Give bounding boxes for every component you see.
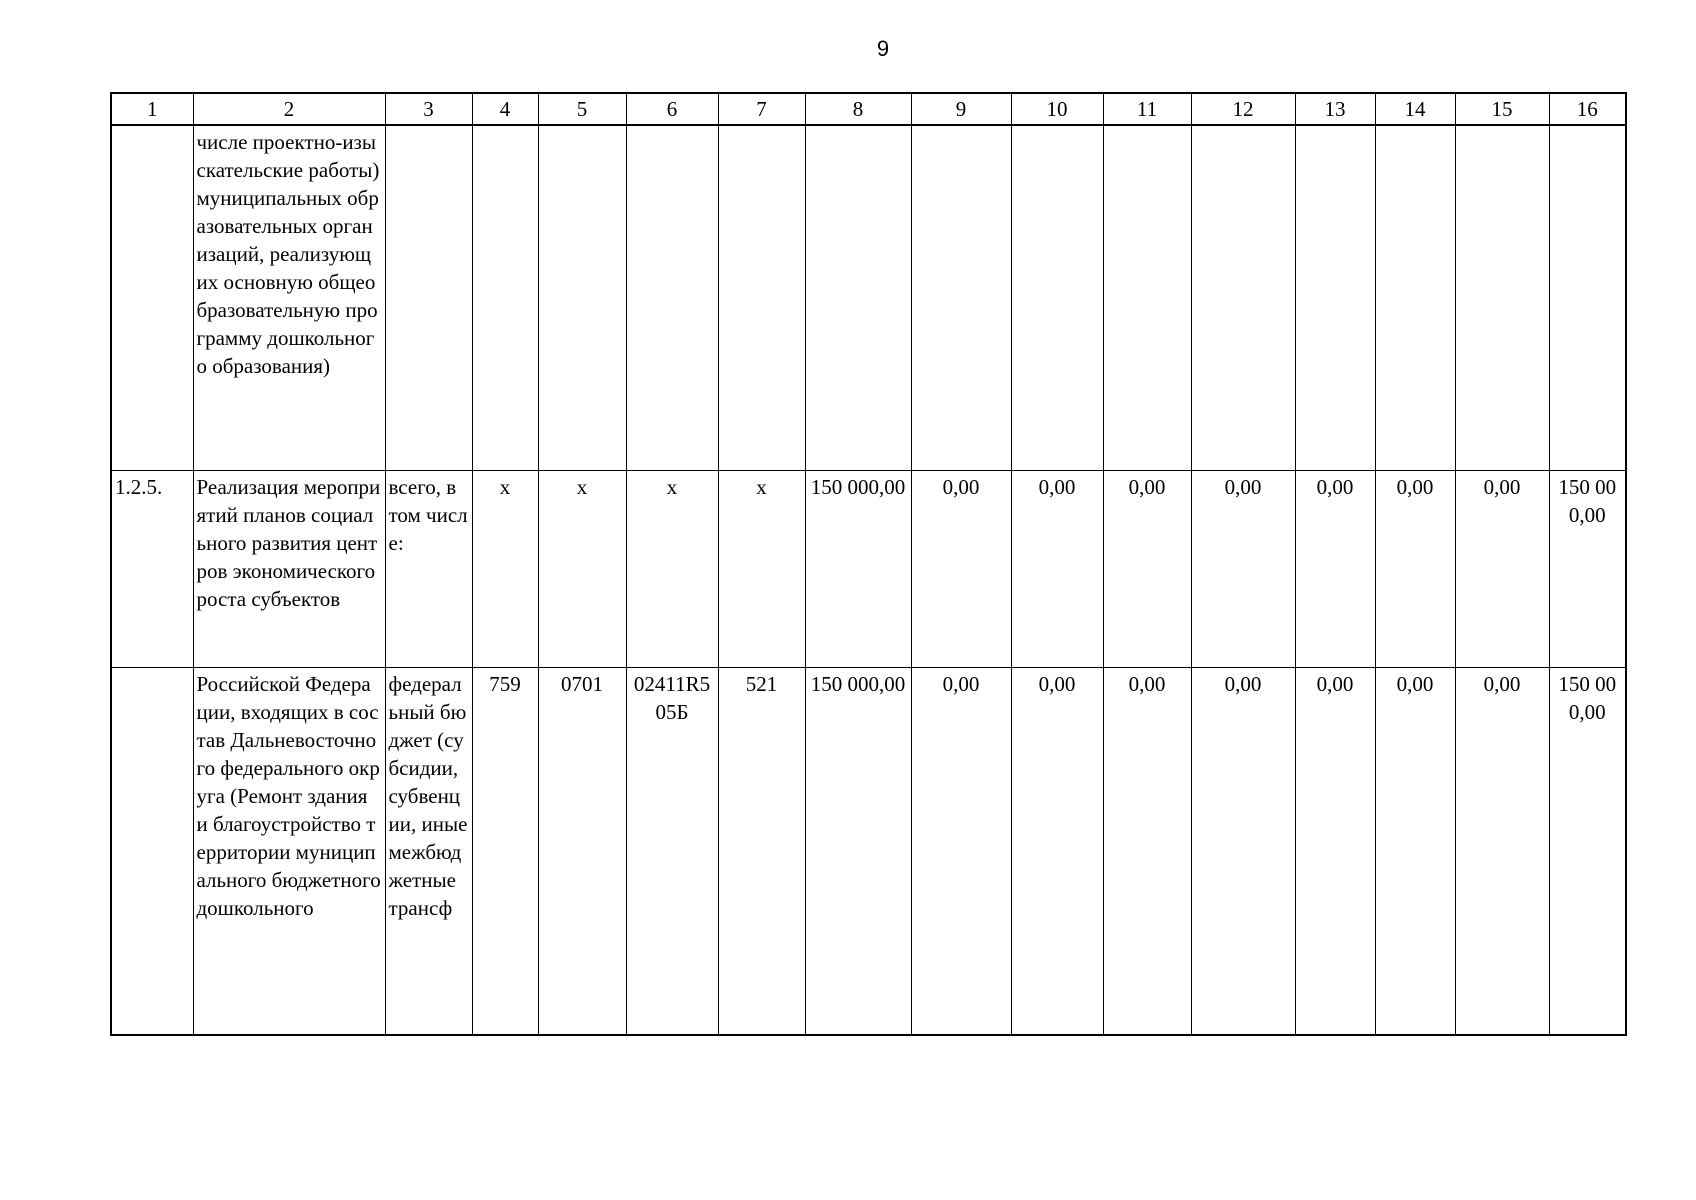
- header-cell: 2: [193, 93, 385, 125]
- cell-value: 0,00: [1103, 668, 1191, 1036]
- cell-value: 0,00: [1295, 668, 1375, 1036]
- cell-value: 150 000,00: [805, 471, 911, 668]
- header-cell: 8: [805, 93, 911, 125]
- cell-type: x: [718, 471, 805, 668]
- cell-value: [1103, 125, 1191, 471]
- cell-number: [111, 125, 193, 471]
- cell-section: 0701: [538, 668, 626, 1036]
- cell-value: 0,00: [1011, 471, 1103, 668]
- cell-value: 0,00: [1191, 471, 1295, 668]
- cell-value: [1455, 125, 1549, 471]
- cell-value: 0,00: [1455, 471, 1549, 668]
- cell-section: x: [538, 471, 626, 668]
- header-cell: 1: [111, 93, 193, 125]
- header-cell: 5: [538, 93, 626, 125]
- table-row: [111, 471, 1626, 668]
- cell-value: 0,00: [911, 471, 1011, 668]
- header-cell: 11: [1103, 93, 1191, 125]
- cell-source: [385, 125, 472, 471]
- cell-source: всего, в том числе:: [385, 471, 472, 668]
- cell-number: [111, 668, 193, 1036]
- cell-value: 0,00: [1375, 668, 1455, 1036]
- table-row: [111, 668, 1626, 1036]
- cell-value: 0,00: [1011, 668, 1103, 1036]
- cell-total: [1549, 125, 1626, 471]
- cell-grbs: [472, 125, 538, 471]
- header-cell: 7: [718, 93, 805, 125]
- table-row: [111, 125, 1626, 471]
- cell-value: 0,00: [1375, 471, 1455, 668]
- header-cell: 16: [1549, 93, 1626, 125]
- header-cell: 9: [911, 93, 1011, 125]
- cell-value: 0,00: [1295, 471, 1375, 668]
- cell-value: [1191, 125, 1295, 471]
- cell-target: 02411R505Б: [626, 668, 718, 1036]
- cell-value: 0,00: [1455, 668, 1549, 1036]
- cell-value: [911, 125, 1011, 471]
- cell-grbs: 759: [472, 668, 538, 1036]
- header-cell: 3: [385, 93, 472, 125]
- cell-value: 0,00: [1191, 668, 1295, 1036]
- cell-source: федеральный бюджет (субсидии, субвенции, иные межбюджетные трансф: [385, 668, 472, 1036]
- cell-value: [1011, 125, 1103, 471]
- cell-grbs: x: [472, 471, 538, 668]
- cell-description: Реализация мероприятий планов социального развития центров экономического роста субъектов: [193, 471, 385, 668]
- header-cell: 14: [1375, 93, 1455, 125]
- cell-type: 521: [718, 668, 805, 1036]
- cell-total: 150 000,00: [1549, 471, 1626, 668]
- cell-number: 1.2.5.: [111, 471, 193, 668]
- table-header-row: [111, 93, 1626, 125]
- cell-value: 0,00: [1103, 471, 1191, 668]
- header-cell: 10: [1011, 93, 1103, 125]
- cell-total: 150 000,00: [1549, 668, 1626, 1036]
- header-cell: 4: [472, 93, 538, 125]
- cell-value: [1295, 125, 1375, 471]
- header-cell: 15: [1455, 93, 1549, 125]
- cell-value: [805, 125, 911, 471]
- cell-description: числе проектно-изыскательские работы) муниципальных образовательных организаций, реализующих основную общеобразовательную программу дошкольного образования): [193, 125, 385, 471]
- cell-section: [538, 125, 626, 471]
- page-number: 9: [876, 36, 890, 61]
- cell-value: 150 000,00: [805, 668, 911, 1036]
- header-cell: 13: [1295, 93, 1375, 125]
- header-cell: 6: [626, 93, 718, 125]
- budget-table: [110, 92, 1627, 1036]
- cell-type: [718, 125, 805, 471]
- cell-description: Российской Федерации, входящих в состав Дальневосточного федерального округа (Ремонт здания и благоустройство территории муниципального бюджетного дошкольного: [193, 668, 385, 1036]
- header-cell: 12: [1191, 93, 1295, 125]
- cell-target: x: [626, 471, 718, 668]
- cell-value: 0,00: [911, 668, 1011, 1036]
- cell-target: [626, 125, 718, 471]
- cell-value: [1375, 125, 1455, 471]
